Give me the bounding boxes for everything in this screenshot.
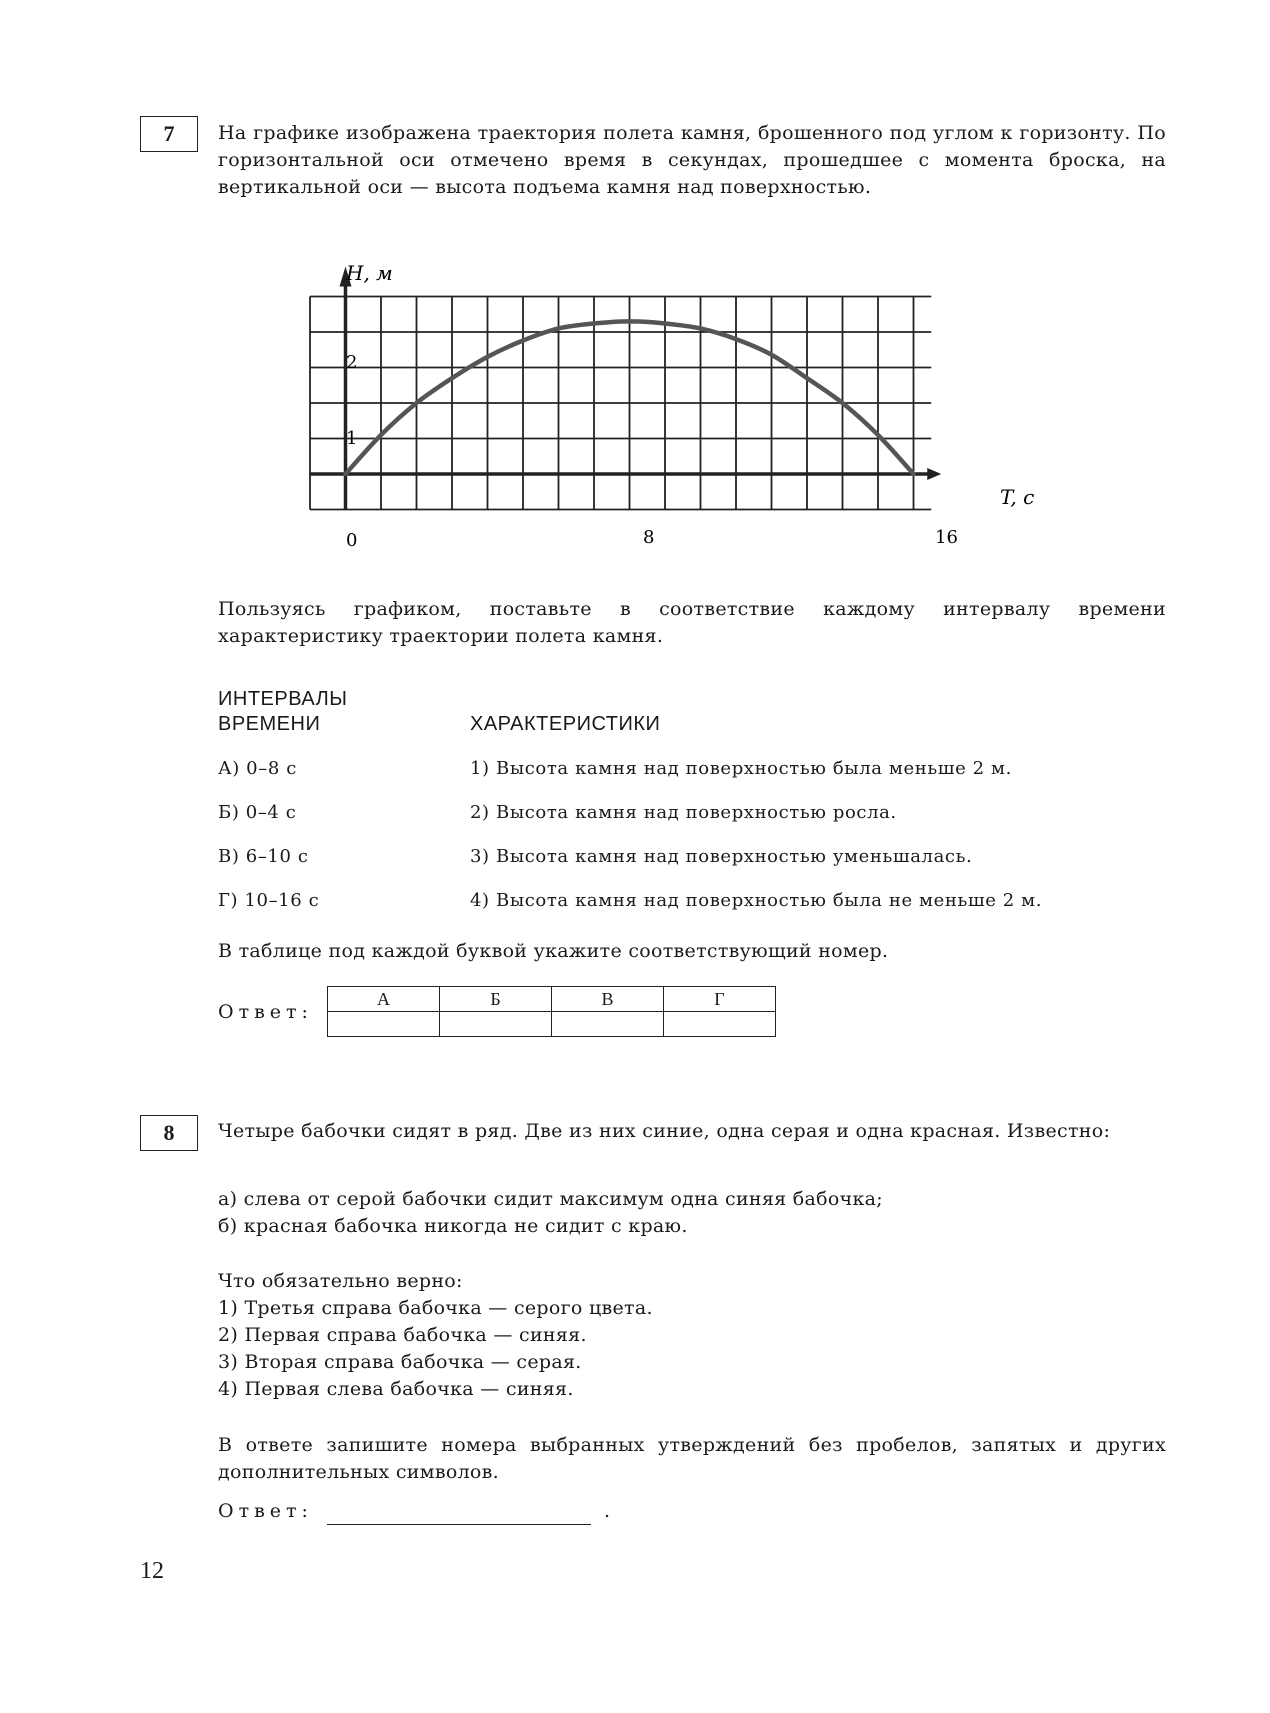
task-8-answer-instruction: В ответе запишите номера выбранных утверждений без пробелов, запятых и других дополнительных символов.: [218, 1434, 1166, 1483]
answer-label-8: Ответ:: [218, 1500, 313, 1522]
page-number: 12: [140, 1558, 164, 1584]
condition-b: б) красная бабочка никогда не сидит с краю.: [218, 1215, 688, 1237]
y-axis-label: H, м: [346, 261, 393, 285]
answer-header-v: В: [552, 987, 664, 1012]
intervals-header-line-1: ИНТЕРВАЛЫ: [218, 688, 348, 710]
interval-g: Г) 10–16 с: [218, 890, 320, 911]
x-tick-label-16: 16: [935, 527, 958, 548]
x-tick-label-8: 8: [643, 527, 655, 548]
option-2: 2) Первая справа бабочка — синяя.: [218, 1324, 587, 1346]
answer-header-a: А: [328, 987, 440, 1012]
task-8-intro: Четыре бабочки сидят в ряд. Две из них синие, одна серая и одна красная. Известно:: [218, 1120, 1111, 1142]
interval-b: Б) 0–4 с: [218, 802, 297, 823]
characteristic-2: 2) Высота камня над поверхностью росла.: [470, 802, 897, 823]
characteristics-header: ХАРАКТЕРИСТИКИ: [470, 713, 661, 735]
answer-header-g: Г: [664, 987, 776, 1012]
condition-a: а) слева от серой бабочки сидит максимум одна синяя бабочка;: [218, 1188, 884, 1210]
y-tick-label-1: 1: [346, 428, 358, 449]
answer-cell-g[interactable]: [664, 1012, 776, 1037]
task-8-question: Что обязательно верно:: [218, 1270, 463, 1292]
characteristic-3: 3) Высота камня над поверхностью уменьшалась.: [470, 846, 973, 867]
answer-header-b: Б: [440, 987, 552, 1012]
answer-cell-v[interactable]: [552, 1012, 664, 1037]
answer-end-dot: .: [604, 1500, 611, 1522]
option-1: 1) Третья справа бабочка — серого цвета.: [218, 1297, 653, 1319]
y-tick-label-2: 2: [346, 352, 358, 373]
option-3: 3) Вторая справа бабочка — серая.: [218, 1351, 582, 1373]
x-axis-label: T, с: [1000, 485, 1035, 509]
option-4: 4) Первая слева бабочка — синяя.: [218, 1378, 574, 1400]
task-7-instruction: Пользуясь графиком, поставьте в соответствие каждому интервалу времени характеристику траектории полета камня.: [218, 598, 1166, 647]
trajectory-chart: [300, 250, 1060, 570]
chart-axes: [310, 267, 941, 510]
interval-a: А) 0–8 с: [218, 758, 297, 779]
task-7-intro: На графике изображена траектория полета камня, брошенного под углом к горизонту. По горизонтальной оси отмечено время в секундах, прошедшее с момента броска, на вертикальной оси — высота подъема камня над поверхностью.: [218, 122, 1166, 198]
answer-cell-a[interactable]: [328, 1012, 440, 1037]
x-axis-arrow: [927, 468, 941, 480]
answer-table-input-row: [328, 1012, 776, 1037]
task-7-number: 7: [140, 116, 198, 152]
table-instruction: В таблице под каждой буквой укажите соответствующий номер.: [218, 940, 889, 962]
characteristic-1: 1) Высота камня над поверхностью была меньше 2 м.: [470, 758, 1012, 779]
answer-table-header-row: [328, 987, 776, 1012]
answer-label-7: Ответ:: [218, 1001, 313, 1023]
origin-label: 0: [346, 530, 358, 551]
interval-v: В) 6–10 с: [218, 846, 309, 867]
answer-cell-b[interactable]: [440, 1012, 552, 1037]
answer-line-8[interactable]: [327, 1502, 591, 1525]
intervals-header-line-2: ВРЕМЕНИ: [218, 713, 321, 735]
answer-table: [327, 986, 776, 1037]
task-8-number: 8: [140, 1115, 198, 1151]
chart-grid: [310, 297, 931, 510]
characteristic-4: 4) Высота камня над поверхностью была не меньше 2 м.: [470, 890, 1043, 911]
